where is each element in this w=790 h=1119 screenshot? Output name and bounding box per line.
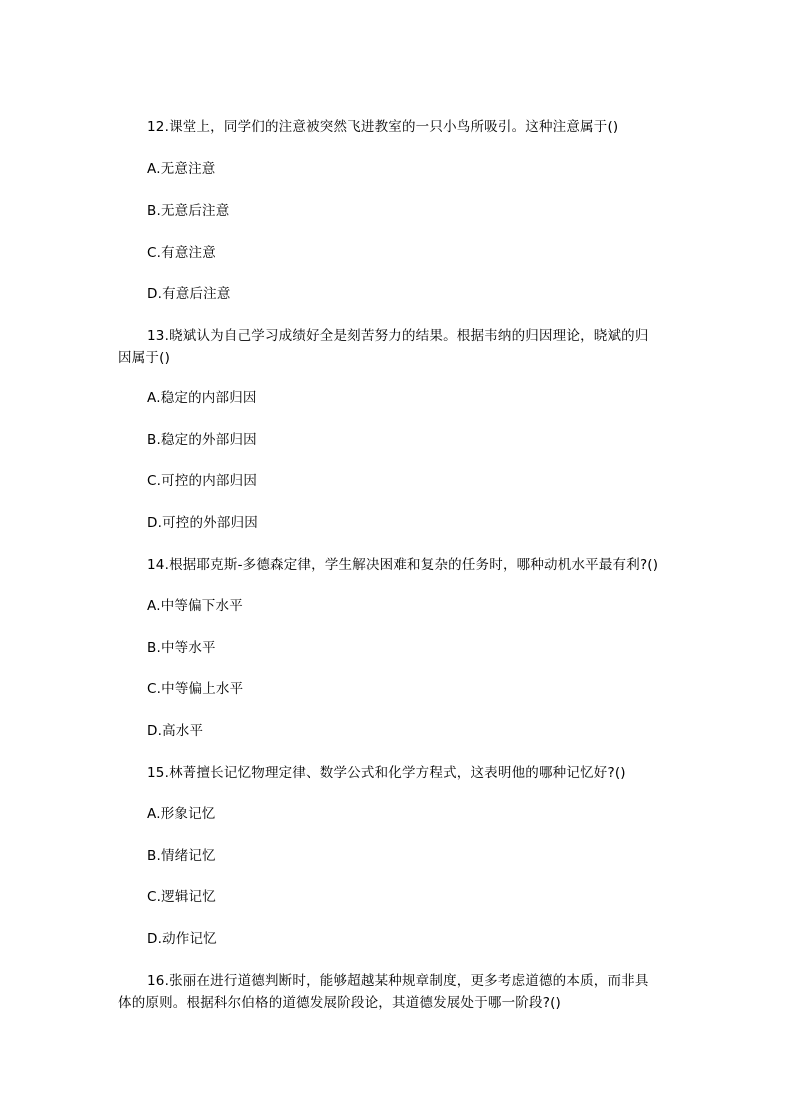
question-14-option-a: A.中等偏下水平 [147, 598, 243, 614]
question-13-text-line-2: 因属于() [118, 350, 171, 366]
question-13-option-b: B.稳定的外部归因 [147, 432, 257, 448]
question-12-option-b: B.无意后注意 [147, 203, 230, 219]
question-13-option-a: A.稳定的内部归因 [147, 390, 257, 406]
question-15-text: 15.林菁擅长记忆物理定律、数学公式和化学方程式，这表明他的哪种记忆好?() [147, 765, 626, 781]
question-12-text: 12.课堂上，同学们的注意被突然飞进教室的一只小鸟所吸引。这种注意属于() [147, 119, 619, 135]
question-13-option-c: C.可控的内部归因 [147, 473, 258, 489]
question-13-text-line-1: 13.晓斌认为自己学习成绩好全是刻苦努力的结果。根据韦纳的归因理论，晓斌的归 [147, 328, 649, 344]
question-15-option-b: B.情绪记忆 [147, 848, 216, 864]
question-16-text-line-2: 体的原则。根据科尔伯格的道德发展阶段论，其道德发展处于哪一阶段?() [118, 995, 561, 1011]
question-14-text: 14.根据耶克斯-多德森定律，学生解决困难和复杂的任务时，哪种动机水平最有利?() [147, 557, 659, 573]
question-12-option-d: D.有意后注意 [147, 286, 231, 302]
question-12-option-c: C.有意注意 [147, 245, 216, 261]
question-15-option-c: C.逻辑记忆 [147, 889, 216, 905]
question-14-option-b: B.中等水平 [147, 640, 216, 656]
question-14-option-c: C.中等偏上水平 [147, 681, 244, 697]
question-13-option-d: D.可控的外部归因 [147, 515, 258, 531]
question-16-text-line-1: 16.张丽在进行道德判断时，能够超越某种规章制度，更多考虑道德的本质，而非具 [147, 973, 649, 989]
question-14-option-d: D.高水平 [147, 723, 204, 739]
question-12-option-a: A.无意注意 [147, 161, 216, 177]
question-15-option-d: D.动作记忆 [147, 931, 217, 947]
question-15-option-a: A.形象记忆 [147, 806, 216, 822]
